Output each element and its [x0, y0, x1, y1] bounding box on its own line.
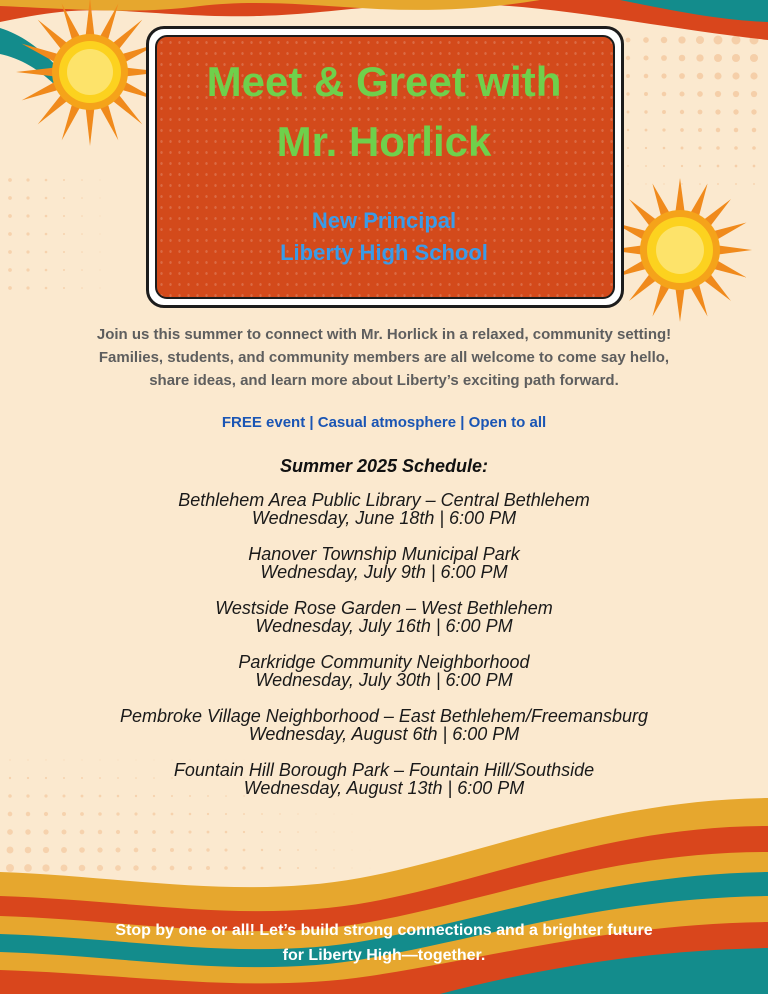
dot [243, 849, 246, 852]
dot [643, 37, 649, 43]
dot [645, 183, 646, 184]
dot [115, 865, 121, 871]
dot [678, 36, 685, 43]
dot [26, 286, 29, 289]
dot [134, 848, 139, 853]
free-event-line: FREE event | Casual atmosphere | Open to all [221, 414, 547, 431]
dot [681, 183, 682, 184]
dot [63, 179, 65, 181]
dot [63, 269, 65, 271]
event-location: Parkridge Community Neighborhood [238, 652, 530, 672]
dot [261, 867, 264, 870]
intro-line-2: Families, students, and community members are all welcome to come say hello, [98, 349, 670, 366]
dot [352, 868, 353, 869]
dot [100, 180, 101, 181]
dot [170, 866, 175, 871]
subtitle-line-2: Liberty High School [280, 240, 488, 265]
dot [170, 830, 173, 833]
dot [279, 849, 281, 851]
dot [206, 848, 209, 851]
dot [61, 865, 68, 872]
event-location: Pembroke Village Neighborhood – East Bethlehem/Freemansburg [120, 706, 648, 726]
dot [7, 829, 13, 835]
dot [242, 866, 245, 869]
dot [279, 831, 281, 833]
dot [79, 847, 85, 853]
dot [334, 832, 335, 833]
dot [26, 196, 29, 199]
schedule-item [0, 599, 768, 653]
dot [24, 864, 32, 872]
dot [43, 847, 49, 853]
dot [224, 866, 228, 870]
intro-paragraph [50, 323, 718, 392]
dot [116, 848, 121, 853]
dot [663, 183, 664, 184]
dot [207, 831, 210, 834]
dot [753, 183, 755, 185]
dot [626, 38, 631, 43]
dot [81, 287, 83, 289]
sun-ray [675, 286, 685, 322]
dot [188, 830, 191, 833]
dot [243, 831, 245, 833]
footer-message [0, 918, 768, 968]
dot [297, 849, 299, 851]
dot [333, 849, 334, 850]
dot [97, 847, 102, 852]
event-location: Fountain Hill Borough Park – Fountain Hill/Southside [173, 760, 595, 780]
dot [279, 867, 281, 869]
event-subtitle [0, 205, 768, 269]
schedule-list [0, 491, 768, 815]
dot [261, 849, 263, 851]
dot [97, 865, 103, 871]
dot [333, 867, 334, 868]
dot [100, 270, 101, 271]
dot [8, 196, 12, 200]
schedule-heading: Summer 2025 Schedule: [279, 456, 489, 476]
dot [8, 286, 12, 290]
dot [370, 850, 371, 851]
footer-line-2: for Liberty High—together. [282, 947, 486, 964]
schedule-item [0, 707, 768, 761]
dot [352, 832, 353, 833]
dot [206, 866, 210, 870]
footer-line-1: Stop by one or all! Let’s build strong connections and a brighter future [115, 922, 653, 939]
intro-line-3: share ideas, and learn more about Liberty’s exciting path forward. [149, 372, 619, 389]
dot [8, 178, 12, 182]
dot [152, 848, 156, 852]
dot [81, 197, 83, 199]
dot [188, 866, 192, 870]
dot [735, 183, 737, 185]
schedule-item [0, 653, 768, 707]
dot [297, 831, 299, 833]
dot [45, 269, 48, 272]
dot [732, 36, 741, 45]
event-date-time: Wednesday, June 18th | 6:00 PM [251, 508, 517, 528]
title-line-2: Mr. Horlick [276, 118, 492, 165]
dot [45, 287, 48, 290]
dot [133, 865, 138, 870]
schedule-item [0, 761, 768, 815]
dot [315, 867, 317, 869]
dot [100, 288, 101, 289]
dot [61, 847, 67, 853]
title-line-1: Meet & Greet with [206, 58, 562, 105]
schedule-item [0, 491, 768, 545]
event-date-time: Wednesday, July 9th | 6:00 PM [260, 562, 508, 582]
dot [134, 830, 138, 834]
dot [699, 183, 701, 185]
dot [224, 848, 227, 851]
dot [45, 197, 48, 200]
dot [7, 847, 14, 854]
dot [352, 850, 353, 851]
dot [152, 830, 156, 834]
event-date-time: Wednesday, July 30th | 6:00 PM [255, 670, 513, 690]
dot [45, 179, 48, 182]
dot [62, 830, 67, 835]
dot [628, 184, 629, 185]
dot [717, 183, 719, 185]
dot [81, 269, 83, 271]
dot [315, 831, 316, 832]
dot [63, 197, 65, 199]
dot [6, 864, 14, 872]
dot [170, 848, 174, 852]
dot [80, 830, 85, 835]
dot [116, 830, 120, 834]
event-title [0, 52, 768, 172]
dot [43, 829, 48, 834]
schedule-item [0, 545, 768, 599]
dot [188, 848, 192, 852]
event-location: Hanover Township Municipal Park [248, 544, 520, 564]
dot [696, 36, 704, 44]
dot [79, 865, 86, 872]
dot [261, 831, 263, 833]
event-date-time: Wednesday, August 13th | 6:00 PM [243, 778, 525, 798]
dot [315, 849, 316, 850]
dot [225, 831, 228, 834]
dot [25, 847, 32, 854]
event-location: Westside Rose Garden – West Bethlehem [215, 598, 553, 618]
dot [42, 864, 49, 871]
subtitle-line-1: New Principal [311, 208, 457, 233]
event-date-time: Wednesday, July 16th | 6:00 PM [255, 616, 513, 636]
dot [370, 868, 371, 869]
dot [151, 865, 156, 870]
event-date-time: Wednesday, August 6th | 6:00 PM [248, 724, 520, 744]
intro-line-1: Join us this summer to connect with Mr. Horlick in a relaxed, community setting! [96, 326, 672, 343]
event-location: Bethlehem Area Public Library – Central Bethlehem [178, 490, 590, 510]
dot [100, 198, 101, 199]
dot [98, 830, 102, 834]
dot [661, 37, 667, 43]
dot [714, 36, 723, 45]
dot [81, 179, 83, 181]
dot [63, 287, 65, 289]
dot [297, 867, 299, 869]
dot [25, 829, 31, 835]
dot [26, 178, 29, 181]
